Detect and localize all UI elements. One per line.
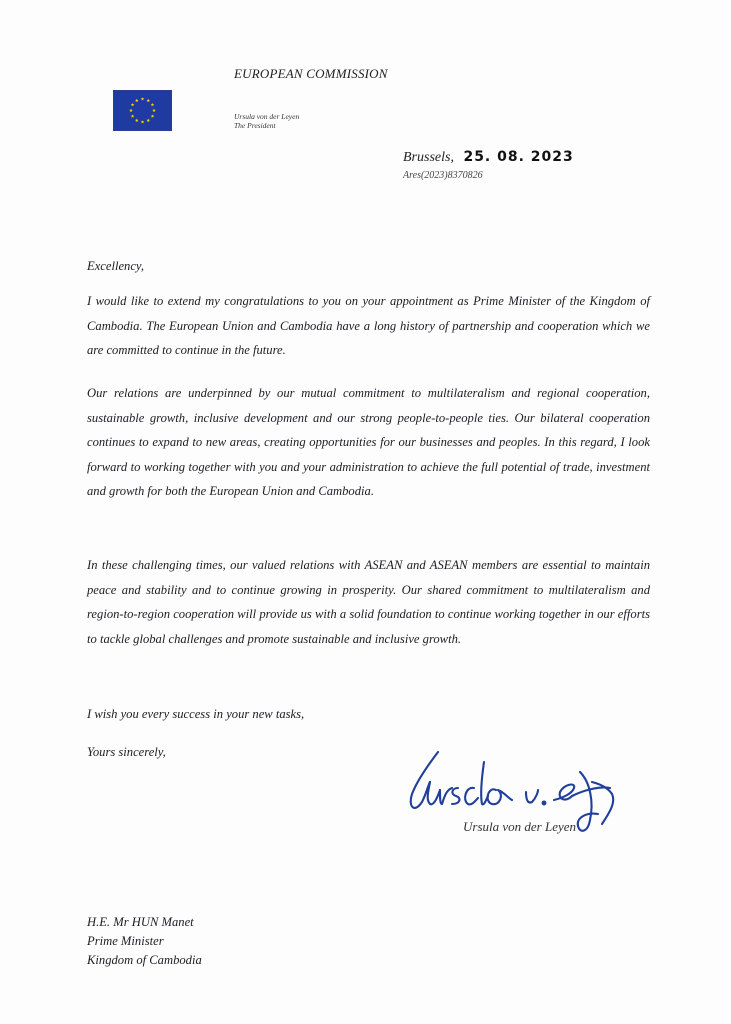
paragraph-3: In these challenging times, our valued relations with ASEAN and ASEAN members are essential to maintain peace and stability and to continue growing in prosperity. Our shared commitment to multilateralism and region-to-region cooperation will provide us with a solid foundation to continue working together in our efforts to tackle global challenges and promote sustainable and inclusive growth. <box>87 558 650 646</box>
eu-stars-icon <box>114 91 171 130</box>
dateline <box>403 149 574 166</box>
paragraph-2: Our relations are underpinned by our mutual commitment to multilateralism and regional cooperation, sustainable growth, inclusive development and our strong people-to-people ties. Our bilateral cooperation continues to expand to new areas, creating opportunities for our businesses and peoples. In this regard, I look forward to working together with you and your administration to achieve the full potential of trade, investment and growth for both the European Union and Cambodia. <box>87 386 650 499</box>
institution-name: EUROPEAN COMMISSION <box>234 66 388 81</box>
recipient-title: Prime Minister <box>87 934 164 948</box>
recipient-name: H.E. Mr HUN Manet <box>87 915 194 929</box>
paragraph-1: I would like to extend my congratulations to you on your appointment as Prime Minister of the Kingdom of Cambodia. The European Union and Cambodia have a long history of partnership and cooperation which we are committed to continue in the future. <box>87 294 650 358</box>
sign-off: Yours sincerely, <box>87 745 166 759</box>
eu-flag-logo <box>113 90 172 131</box>
closing-wish: I wish you every success in your new tasks, <box>87 707 305 721</box>
signer-name: Ursula von der Leyen <box>463 819 577 834</box>
president-title: The President <box>234 121 276 130</box>
reference-number: Ares(2023)8370826 <box>403 170 483 181</box>
place: Brussels, <box>403 150 454 165</box>
recipient-block <box>87 913 202 970</box>
president-name: Ursula von der Leyen <box>234 112 300 121</box>
salutation: Excellency, <box>87 259 144 273</box>
date-stamp: 25. 08. 2023 <box>463 149 574 165</box>
recipient-country: Kingdom of Cambodia <box>87 953 202 967</box>
